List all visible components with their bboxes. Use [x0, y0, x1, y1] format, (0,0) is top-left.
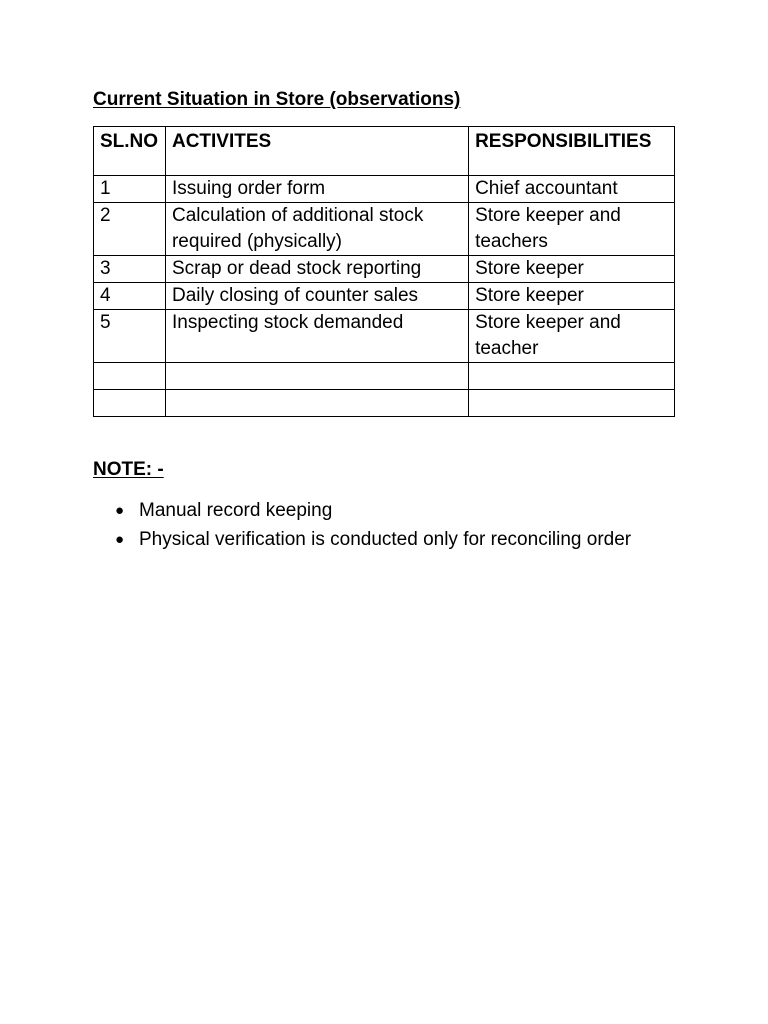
cell-responsibility: Store keeper	[469, 283, 675, 310]
cell-activity: Calculation of additional stock required (physically)	[165, 203, 468, 256]
table-row-empty	[94, 390, 675, 417]
table-header-row	[94, 127, 675, 176]
note-item-text: Physical verification is conducted only for reconciling order	[139, 529, 632, 550]
cell-empty	[94, 390, 166, 417]
page-title: Current Situation in Store (observations)	[93, 89, 461, 110]
cell-sl-no: 5	[94, 310, 166, 363]
note-item-text: Manual record keeping	[139, 500, 333, 521]
table-row	[94, 203, 675, 256]
cell-empty	[165, 390, 468, 417]
list-item	[93, 496, 653, 525]
table-row	[94, 176, 675, 203]
bullet-icon: ●	[115, 531, 125, 548]
table-row	[94, 256, 675, 283]
cell-activity: Issuing order form	[165, 176, 468, 203]
table-row	[94, 310, 675, 363]
cell-sl-no: 3	[94, 256, 166, 283]
cell-activity: Scrap or dead stock reporting	[165, 256, 468, 283]
list-item	[93, 525, 653, 554]
cell-sl-no: 1	[94, 176, 166, 203]
cell-responsibility: Store keeper and teacher	[469, 310, 675, 363]
header-sl-no: SL.NO	[94, 127, 166, 176]
note-list	[93, 496, 653, 554]
bullet-icon: ●	[115, 502, 125, 519]
table-row-empty	[94, 363, 675, 390]
cell-empty	[165, 363, 468, 390]
cell-sl-no: 2	[94, 203, 166, 256]
cell-empty	[94, 363, 166, 390]
cell-sl-no: 4	[94, 283, 166, 310]
observations-table	[93, 126, 675, 417]
cell-responsibility: Store keeper	[469, 256, 675, 283]
note-title: NOTE: -	[93, 459, 164, 480]
header-responsibilities: RESPONSIBILITIES	[469, 127, 675, 176]
cell-activity: Inspecting stock demanded	[165, 310, 468, 363]
cell-activity: Daily closing of counter sales	[165, 283, 468, 310]
header-activities: ACTIVITES	[165, 127, 468, 176]
cell-responsibility: Chief accountant	[469, 176, 675, 203]
cell-responsibility: Store keeper and teachers	[469, 203, 675, 256]
table-row	[94, 283, 675, 310]
cell-empty	[469, 390, 675, 417]
cell-empty	[469, 363, 675, 390]
